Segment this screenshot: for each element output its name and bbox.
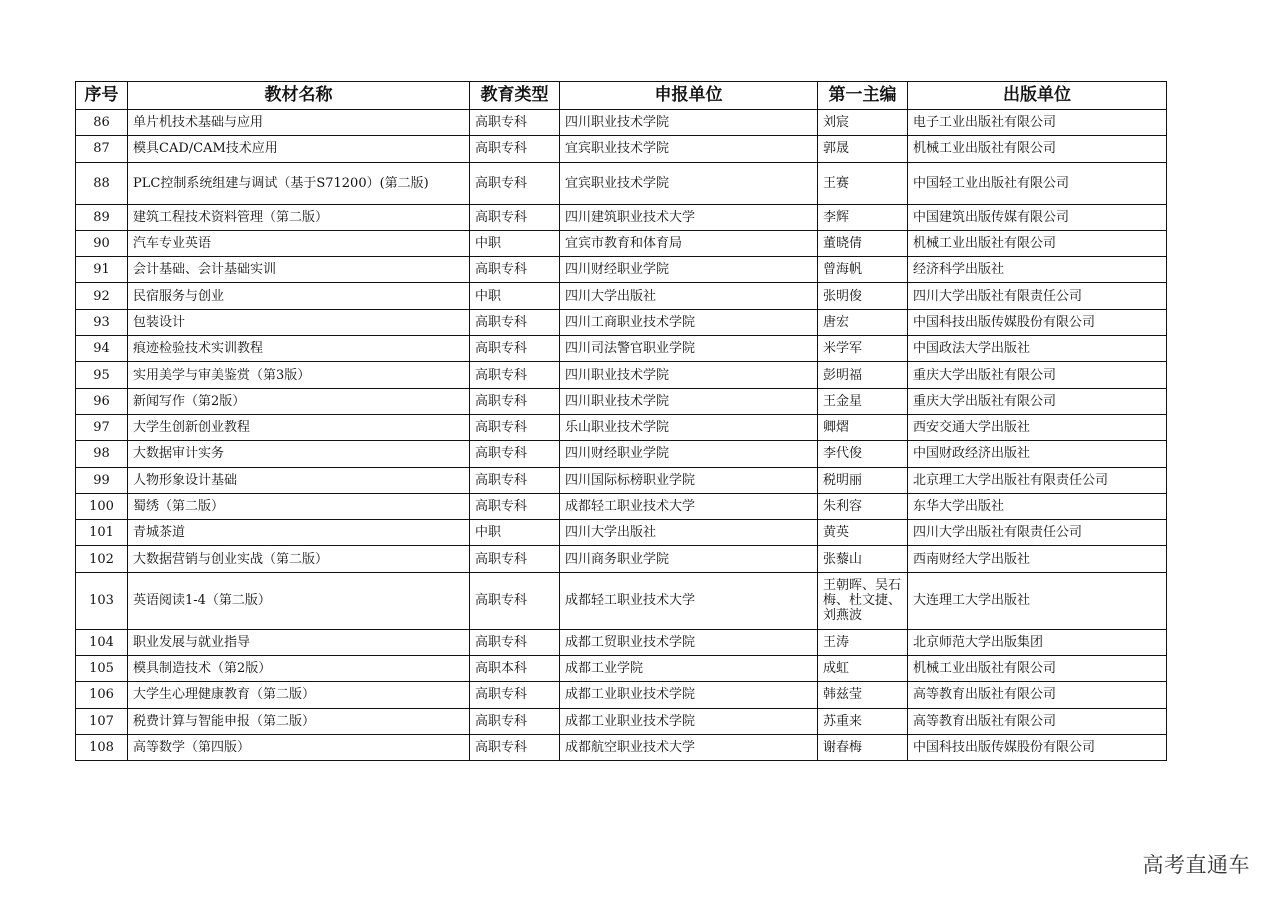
cell-applicant-unit: 四川财经职业学院 <box>560 257 818 283</box>
cell-first-editor: 王涛 <box>818 629 908 655</box>
cell-publisher: 西安交通大学出版社 <box>908 414 1167 440</box>
cell-first-editor: 黄英 <box>818 520 908 546</box>
cell-textbook-title: 高等数学（第四版） <box>128 734 470 760</box>
cell-serial-number: 95 <box>76 362 128 388</box>
cell-textbook-title: 民宿服务与创业 <box>128 283 470 309</box>
cell-applicant-unit: 成都轻工职业技术大学 <box>560 572 818 629</box>
table-row <box>76 572 1167 629</box>
cell-first-editor: 王赛 <box>818 162 908 204</box>
cell-textbook-title: 大数据审计实务 <box>128 441 470 467</box>
table-row <box>76 546 1167 572</box>
header-education-type: 教育类型 <box>470 82 560 110</box>
cell-education-type: 高职专科 <box>470 414 560 440</box>
cell-first-editor: 李代俊 <box>818 441 908 467</box>
cell-first-editor: 谢春梅 <box>818 734 908 760</box>
cell-education-type: 中职 <box>470 283 560 309</box>
cell-first-editor: 卿熠 <box>818 414 908 440</box>
cell-education-type: 高职专科 <box>470 204 560 230</box>
cell-serial-number: 89 <box>76 204 128 230</box>
table-row <box>76 136 1167 162</box>
cell-serial-number: 98 <box>76 441 128 467</box>
cell-education-type: 高职专科 <box>470 362 560 388</box>
cell-publisher: 东华大学出版社 <box>908 493 1167 519</box>
cell-publisher: 重庆大学出版社有限公司 <box>908 362 1167 388</box>
cell-applicant-unit: 成都工贸职业技术学院 <box>560 629 818 655</box>
cell-serial-number: 91 <box>76 257 128 283</box>
cell-applicant-unit: 四川司法警官职业学院 <box>560 336 818 362</box>
cell-education-type: 高职专科 <box>470 572 560 629</box>
cell-publisher: 经济科学出版社 <box>908 257 1167 283</box>
table-row <box>76 336 1167 362</box>
cell-applicant-unit: 四川职业技术学院 <box>560 362 818 388</box>
cell-first-editor: 税明丽 <box>818 467 908 493</box>
table-row <box>76 283 1167 309</box>
cell-serial-number: 96 <box>76 388 128 414</box>
cell-textbook-title: 模具CAD/CAM技术应用 <box>128 136 470 162</box>
cell-serial-number: 97 <box>76 414 128 440</box>
cell-applicant-unit: 四川职业技术学院 <box>560 110 818 136</box>
cell-textbook-title: 汽车专业英语 <box>128 230 470 256</box>
cell-education-type: 高职专科 <box>470 441 560 467</box>
cell-serial-number: 101 <box>76 520 128 546</box>
cell-textbook-title: 大学生心理健康教育（第二版） <box>128 682 470 708</box>
table-row <box>76 204 1167 230</box>
cell-publisher: 重庆大学出版社有限公司 <box>908 388 1167 414</box>
cell-publisher: 大连理工大学出版社 <box>908 572 1167 629</box>
cell-education-type: 高职专科 <box>470 110 560 136</box>
cell-applicant-unit: 四川大学出版社 <box>560 283 818 309</box>
cell-education-type: 高职专科 <box>470 493 560 519</box>
cell-publisher: 高等教育出版社有限公司 <box>908 682 1167 708</box>
cell-textbook-title: 职业发展与就业指导 <box>128 629 470 655</box>
cell-textbook-title: 税费计算与智能申报（第二版） <box>128 708 470 734</box>
cell-textbook-title: 大数据营销与创业实战（第二版） <box>128 546 470 572</box>
cell-first-editor: 董晓倩 <box>818 230 908 256</box>
cell-serial-number: 92 <box>76 283 128 309</box>
cell-textbook-title: 青城茶道 <box>128 520 470 546</box>
cell-serial-number: 93 <box>76 309 128 335</box>
cell-first-editor: 李辉 <box>818 204 908 230</box>
table-row <box>76 309 1167 335</box>
cell-applicant-unit: 宜宾市教育和体育局 <box>560 230 818 256</box>
cell-first-editor: 苏重来 <box>818 708 908 734</box>
header-serial-number: 序号 <box>76 82 128 110</box>
cell-serial-number: 88 <box>76 162 128 204</box>
cell-publisher: 机械工业出版社有限公司 <box>908 230 1167 256</box>
table-row <box>76 110 1167 136</box>
table-row <box>76 162 1167 204</box>
table-row <box>76 682 1167 708</box>
cell-serial-number: 102 <box>76 546 128 572</box>
cell-serial-number: 106 <box>76 682 128 708</box>
table-header-row <box>76 82 1167 110</box>
cell-serial-number: 86 <box>76 110 128 136</box>
cell-publisher: 西南财经大学出版社 <box>908 546 1167 572</box>
cell-serial-number: 104 <box>76 629 128 655</box>
header-first-editor: 第一主编 <box>818 82 908 110</box>
table-row <box>76 414 1167 440</box>
cell-publisher: 机械工业出版社有限公司 <box>908 656 1167 682</box>
cell-serial-number: 90 <box>76 230 128 256</box>
cell-serial-number: 99 <box>76 467 128 493</box>
table-row <box>76 629 1167 655</box>
cell-publisher: 北京师范大学出版集团 <box>908 629 1167 655</box>
cell-applicant-unit: 四川大学出版社 <box>560 520 818 546</box>
cell-textbook-title: 模具制造技术（第2版） <box>128 656 470 682</box>
table-row <box>76 467 1167 493</box>
cell-textbook-title: 建筑工程技术资料管理（第二版） <box>128 204 470 230</box>
cell-education-type: 高职专科 <box>470 388 560 414</box>
cell-first-editor: 张明俊 <box>818 283 908 309</box>
table-row <box>76 230 1167 256</box>
cell-serial-number: 87 <box>76 136 128 162</box>
cell-education-type: 高职专科 <box>470 708 560 734</box>
cell-textbook-title: PLC控制系统组建与调试（基于S71200）(第二版) <box>128 162 470 204</box>
cell-applicant-unit: 四川职业技术学院 <box>560 388 818 414</box>
cell-publisher: 中国政法大学出版社 <box>908 336 1167 362</box>
cell-applicant-unit: 四川商务职业学院 <box>560 546 818 572</box>
cell-publisher: 北京理工大学出版社有限责任公司 <box>908 467 1167 493</box>
cell-publisher: 电子工业出版社有限公司 <box>908 110 1167 136</box>
cell-publisher: 中国建筑出版传媒有限公司 <box>908 204 1167 230</box>
cell-applicant-unit: 四川财经职业学院 <box>560 441 818 467</box>
cell-applicant-unit: 宜宾职业技术学院 <box>560 162 818 204</box>
cell-textbook-title: 大学生创新创业教程 <box>128 414 470 440</box>
cell-first-editor: 米学军 <box>818 336 908 362</box>
cell-applicant-unit: 四川建筑职业技术大学 <box>560 204 818 230</box>
cell-education-type: 中职 <box>470 520 560 546</box>
cell-education-type: 高职专科 <box>470 546 560 572</box>
cell-education-type: 高职本科 <box>470 656 560 682</box>
cell-serial-number: 103 <box>76 572 128 629</box>
cell-publisher: 四川大学出版社有限责任公司 <box>908 283 1167 309</box>
cell-education-type: 高职专科 <box>470 309 560 335</box>
cell-textbook-title: 新闻写作（第2版） <box>128 388 470 414</box>
cell-serial-number: 108 <box>76 734 128 760</box>
cell-applicant-unit: 成都航空职业技术大学 <box>560 734 818 760</box>
cell-education-type: 高职专科 <box>470 162 560 204</box>
cell-serial-number: 94 <box>76 336 128 362</box>
header-publisher: 出版单位 <box>908 82 1167 110</box>
cell-first-editor: 朱利容 <box>818 493 908 519</box>
cell-first-editor: 郭晟 <box>818 136 908 162</box>
cell-first-editor: 韩兹莹 <box>818 682 908 708</box>
cell-first-editor: 曾海帆 <box>818 257 908 283</box>
cell-serial-number: 107 <box>76 708 128 734</box>
cell-textbook-title: 单片机技术基础与应用 <box>128 110 470 136</box>
header-applicant-unit: 申报单位 <box>560 82 818 110</box>
cell-publisher: 中国财政经济出版社 <box>908 441 1167 467</box>
cell-publisher: 高等教育出版社有限公司 <box>908 708 1167 734</box>
cell-textbook-title: 实用美学与审美鉴赏（第3版） <box>128 362 470 388</box>
cell-applicant-unit: 乐山职业技术学院 <box>560 414 818 440</box>
table-row <box>76 520 1167 546</box>
table-row <box>76 257 1167 283</box>
cell-publisher: 四川大学出版社有限责任公司 <box>908 520 1167 546</box>
table-row <box>76 362 1167 388</box>
table-row <box>76 656 1167 682</box>
cell-first-editor: 唐宏 <box>818 309 908 335</box>
cell-education-type: 高职专科 <box>470 682 560 708</box>
table-row <box>76 493 1167 519</box>
cell-first-editor: 张藜山 <box>818 546 908 572</box>
cell-textbook-title: 人物形象设计基础 <box>128 467 470 493</box>
table-row <box>76 441 1167 467</box>
header-textbook-title: 教材名称 <box>128 82 470 110</box>
cell-applicant-unit: 成都工业职业技术学院 <box>560 682 818 708</box>
cell-education-type: 高职专科 <box>470 136 560 162</box>
cell-first-editor: 成虹 <box>818 656 908 682</box>
cell-publisher: 中国科技出版传媒股份有限公司 <box>908 734 1167 760</box>
table-row <box>76 734 1167 760</box>
cell-education-type: 高职专科 <box>470 467 560 493</box>
cell-first-editor: 刘宸 <box>818 110 908 136</box>
cell-textbook-title: 英语阅读1-4（第二版） <box>128 572 470 629</box>
cell-textbook-title: 痕迹检验技术实训教程 <box>128 336 470 362</box>
textbook-list-table <box>75 81 1167 761</box>
cell-applicant-unit: 四川国际标榜职业学院 <box>560 467 818 493</box>
cell-first-editor: 彭明福 <box>818 362 908 388</box>
cell-serial-number: 105 <box>76 656 128 682</box>
table-row <box>76 708 1167 734</box>
cell-textbook-title: 会计基础、会计基础实训 <box>128 257 470 283</box>
cell-applicant-unit: 四川工商职业技术学院 <box>560 309 818 335</box>
cell-publisher: 中国科技出版传媒股份有限公司 <box>908 309 1167 335</box>
cell-serial-number: 100 <box>76 493 128 519</box>
watermark-text: 高考直通车 <box>1142 853 1250 877</box>
cell-applicant-unit: 宜宾职业技术学院 <box>560 136 818 162</box>
cell-education-type: 高职专科 <box>470 257 560 283</box>
table-row <box>76 388 1167 414</box>
cell-textbook-title: 包装设计 <box>128 309 470 335</box>
cell-applicant-unit: 成都工业职业技术学院 <box>560 708 818 734</box>
cell-education-type: 中职 <box>470 230 560 256</box>
cell-publisher: 中国轻工业出版社有限公司 <box>908 162 1167 204</box>
cell-first-editor: 王朝晖、吴石梅、杜文捷、刘燕波 <box>818 572 908 629</box>
cell-publisher: 机械工业出版社有限公司 <box>908 136 1167 162</box>
cell-applicant-unit: 成都轻工职业技术大学 <box>560 493 818 519</box>
cell-education-type: 高职专科 <box>470 336 560 362</box>
cell-textbook-title: 蜀绣（第二版） <box>128 493 470 519</box>
cell-first-editor: 王金星 <box>818 388 908 414</box>
cell-education-type: 高职专科 <box>470 734 560 760</box>
cell-education-type: 高职专科 <box>470 629 560 655</box>
cell-applicant-unit: 成都工业学院 <box>560 656 818 682</box>
